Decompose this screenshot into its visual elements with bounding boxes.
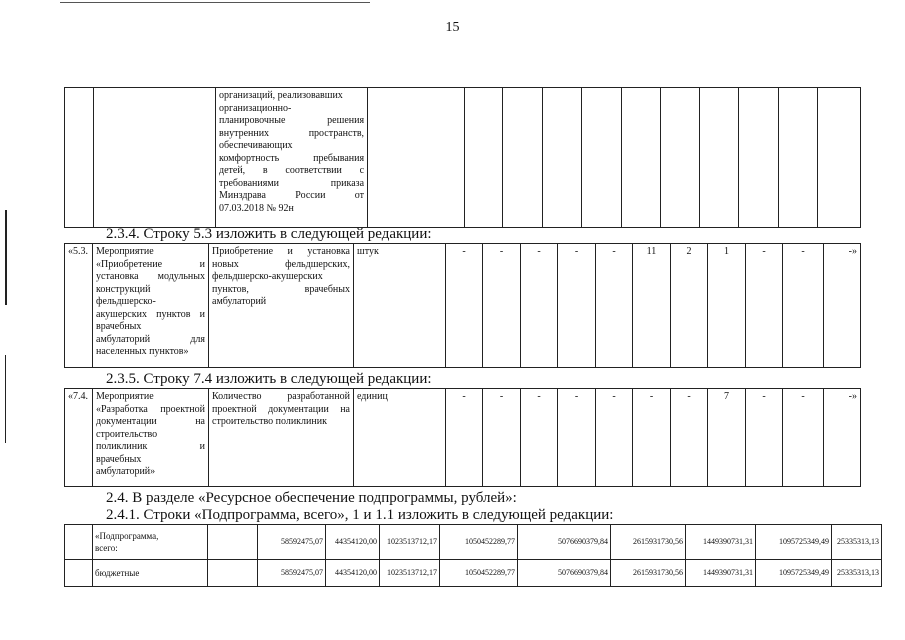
cell-line: конструкций (96, 283, 151, 295)
value-cell: - (746, 244, 783, 368)
cell-line: Количество разработанной (212, 391, 350, 402)
top-rule (60, 2, 370, 3)
cell-line: амбулаторий для (96, 333, 205, 345)
value-cell: 1449390731,31 (686, 560, 756, 587)
value-cell: - (446, 389, 483, 487)
unit-cell: единиц (354, 389, 446, 487)
cell-line: комфортность пребывания (219, 152, 365, 164)
cell-line: всего: (95, 543, 118, 553)
cell-line: Минздрава России от (219, 190, 365, 201)
row-number: «7.4. (65, 389, 93, 487)
cell-line: врачебных (96, 453, 142, 465)
value-cell: - (671, 389, 708, 487)
value-cell: 44354120,00 (326, 560, 380, 587)
value-cell: 2 (671, 244, 708, 368)
cell-line: Мероприятие (96, 391, 154, 402)
unit-cell: штук (354, 244, 446, 368)
cell-line: детей, в соответствии с (219, 165, 365, 176)
value-cell: 5076690379,84 (518, 560, 611, 587)
cell-line: новых фельдшерских, (212, 258, 350, 270)
cell-line: бюджетные (95, 567, 140, 578)
value-cell: - (446, 244, 483, 368)
value-cell: 58592475,07 (258, 560, 326, 587)
cell-line: установка модульных (96, 271, 205, 282)
value-cell: 11 (633, 244, 671, 368)
value-cell: 25335313,13 (832, 560, 882, 587)
value-cell: - (521, 244, 558, 368)
value-cell: 58592475,07 (258, 525, 326, 560)
table-row-7-4 (64, 388, 861, 487)
value-cell: 2615931730,56 (611, 525, 686, 560)
value-cell: 7 (708, 389, 746, 487)
cell-line: Приобретение и установка (212, 246, 350, 257)
value-cell: 2615931730,56 (611, 560, 686, 587)
value-cell: - (558, 244, 596, 368)
cell-line: фельдшерско- (96, 296, 156, 307)
cell-line: требованиями приказа (219, 177, 365, 189)
table-row (65, 560, 882, 587)
cell-line: населенных пунктов» (96, 346, 189, 357)
value-cell: - (783, 244, 824, 368)
cell-line: «Разработка проектной (96, 403, 205, 415)
value-cell: - (558, 389, 596, 487)
cell-line: строительство поликлиник (212, 416, 327, 427)
page-number: 15 (445, 20, 460, 35)
value-cell: - (746, 389, 783, 487)
cell-line: врачебных (96, 321, 142, 332)
value-cell: - (596, 389, 633, 487)
value-cell: - (521, 389, 558, 487)
cell-line: поликлиник и (96, 441, 205, 452)
value-cell: - (596, 244, 633, 368)
cell-line: строительство (96, 428, 158, 440)
cell-line: внутренних пространств, (219, 127, 365, 139)
value-cell: 1449390731,31 (686, 525, 756, 560)
value-cell: 1023513712,17 (380, 560, 440, 587)
table-row (65, 88, 861, 228)
cell-line: 07.03.2018 № 92н (219, 202, 294, 214)
value-cell: - (483, 244, 521, 368)
value-cell: - (783, 389, 824, 487)
scan-artifact (5, 355, 6, 443)
value-cell: -» (824, 244, 861, 368)
cell-line: «Приобретение и (96, 258, 205, 270)
cell-line: планировочные решения (219, 115, 365, 126)
cell-line: фельдшерско-акушерских (212, 271, 323, 282)
value-cell: 5076690379,84 (518, 525, 611, 560)
cell-line: проектной документации на (212, 403, 350, 415)
value-cell: - (483, 389, 521, 487)
cell-line: организационно- (219, 102, 292, 114)
value-cell: -» (824, 389, 861, 487)
table-row (65, 389, 861, 487)
heading-2-4-1: 2.4.1. Строки «Подпрограмма, всего», 1 и 1.1 изложить в следующей редакции: (106, 507, 614, 523)
scan-artifact (5, 210, 7, 305)
cell-line: амбулаторий (212, 296, 267, 307)
value-cell: 1050452289,77 (440, 525, 518, 560)
value-cell: 1 (708, 244, 746, 368)
value-cell: - (633, 389, 671, 487)
value-cell: 1095725349,49 (756, 525, 832, 560)
cell-line: «Подпрограмма, (95, 530, 159, 541)
value-cell: 44354120,00 (326, 525, 380, 560)
cell-line: обеспечивающих (219, 140, 293, 151)
cell-line: амбулаторий» (96, 466, 156, 477)
heading-2-4: 2.4. В разделе «Ресурсное обеспечение подпрограммы, рублей»: (106, 490, 517, 506)
value-cell: 1095725349,49 (756, 560, 832, 587)
table-resources (64, 524, 882, 587)
value-cell: 1050452289,77 (440, 560, 518, 587)
cell-line: акушерских пунктов и (96, 308, 205, 320)
cell-line: документации на (96, 416, 205, 427)
table-row (65, 244, 861, 368)
heading-2-3-5: 2.3.5. Строку 7.4 изложить в следующей редакции: (106, 371, 432, 387)
cell-line: пунктов, врачебных (212, 283, 350, 295)
table-row-5-3 (64, 243, 861, 368)
value-cell: 1023513712,17 (380, 525, 440, 560)
cell-line: Мероприятие (96, 246, 154, 257)
table-row (65, 525, 882, 560)
row-number: «5.3. (65, 244, 93, 368)
cell-line: организаций, реализовавших (219, 90, 343, 101)
heading-2-3-4: 2.3.4. Строку 5.3 изложить в следующей редакции: (106, 226, 432, 242)
value-cell: 25335313,13 (832, 525, 882, 560)
table-continuation (64, 87, 861, 228)
